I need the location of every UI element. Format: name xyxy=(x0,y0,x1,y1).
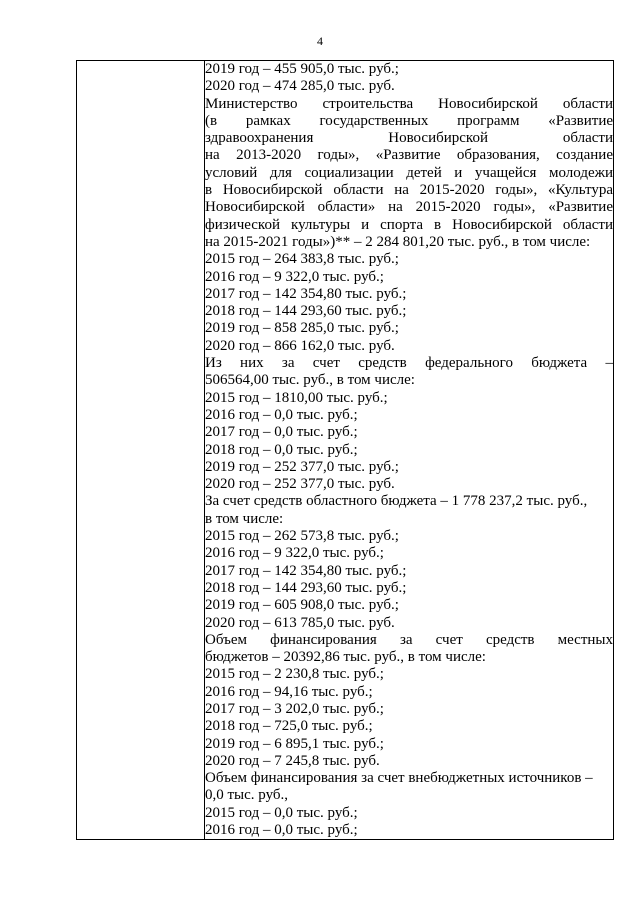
text-line: 2015 год – 264 383,8 тыс. руб.; xyxy=(205,251,399,268)
text-line: 2017 год – 0,0 тыс. руб.; xyxy=(205,424,358,441)
text-line: 2020 год – 252 377,0 тыс. руб. xyxy=(205,476,395,493)
text-line: 2016 год – 9 322,0 тыс. руб.; xyxy=(205,268,384,285)
text-line: 2018 год – 0,0 тыс. руб.; xyxy=(205,441,358,458)
text-line: 2015 год – 2 230,8 тыс. руб.; xyxy=(205,666,384,683)
text-line: 2016 год – 0,0 тыс. руб.; xyxy=(205,822,358,839)
text-line: 2017 год – 142 354,80 тыс. руб.; xyxy=(205,285,407,302)
table-cell-label xyxy=(77,61,205,840)
text-line: Объем финансирования за счет средств местных xyxy=(205,631,613,648)
text-line: Объем финансирования за счет внебюджетных источников – xyxy=(205,770,593,787)
text-line: 2020 год – 7 245,8 тыс. руб. xyxy=(205,752,380,769)
text-line: 2020 год – 474 285,0 тыс. руб. xyxy=(205,78,395,95)
text-line: 2019 год – 605 908,0 тыс. руб.; xyxy=(205,597,399,614)
text-line: 506564,00 тыс. руб., в том числе: xyxy=(205,372,415,389)
text-line: 2015 год – 262 573,8 тыс. руб.; xyxy=(205,528,399,545)
text-line: 2020 год – 613 785,0 тыс. руб. xyxy=(205,614,395,631)
text-line: 2017 год – 3 202,0 тыс. руб.; xyxy=(205,700,384,717)
text-line: 0,0 тыс. руб., xyxy=(205,787,289,804)
text-line: Министерство строительства Новосибирской области xyxy=(205,95,613,112)
text-line: 2018 год – 144 293,60 тыс. руб.; xyxy=(205,303,407,320)
text-line: 2015 год – 1810,00 тыс. руб.; xyxy=(205,389,388,406)
text-line: бюджетов – 20392,86 тыс. руб., в том числе: xyxy=(205,649,486,666)
text-line: 2018 год – 144 293,60 тыс. руб.; xyxy=(205,579,407,596)
text-line: За счет средств областного бюджета – 1 778 237,2 тыс. руб., xyxy=(205,493,588,510)
text-line: на 2013-2020 годы», «Развитие образования, создание xyxy=(205,147,613,164)
text-line: 2016 год – 94,16 тыс. руб.; xyxy=(205,683,373,700)
text-line: 2016 год – 9 322,0 тыс. руб.; xyxy=(205,545,384,562)
text-line: 2017 год – 142 354,80 тыс. руб.; xyxy=(205,562,407,579)
text-line: физической культуры и спорта в Новосибирской области xyxy=(205,216,613,233)
text-line: (в рамках государственных программ «Развитие xyxy=(205,112,613,129)
text-line: условий для социализации детей и учащейся молодежи xyxy=(205,164,613,181)
text-line: 2015 год – 0,0 тыс. руб.; xyxy=(205,804,358,821)
text-line: Новосибирской области» на 2015-2020 годы», «Развитие xyxy=(205,199,613,216)
text-line: 2016 год – 0,0 тыс. руб.; xyxy=(205,406,358,423)
text-line: 2019 год – 252 377,0 тыс. руб.; xyxy=(205,458,399,475)
table-cell-content xyxy=(205,61,614,840)
text-line: на 2015-2021 годы»)** – 2 284 801,20 тыс. руб., в том числе: xyxy=(205,233,591,250)
funding-table xyxy=(76,60,614,840)
table-row xyxy=(77,61,614,840)
text-line: Из них за счет средств федерального бюджета – xyxy=(205,355,613,372)
text-line: в Новосибирской области на 2015-2020 годы», «Культура xyxy=(205,182,613,199)
text-line: 2019 год – 6 895,1 тыс. руб.; xyxy=(205,735,384,752)
text-line: 2019 год – 858 285,0 тыс. руб.; xyxy=(205,320,399,337)
text-line: 2020 год – 866 162,0 тыс. руб. xyxy=(205,337,395,354)
text-line: здравоохранения Новосибирской области xyxy=(205,130,613,147)
text-line: 2019 год – 455 905,0 тыс. руб.; xyxy=(205,61,399,77)
text-line: 2018 год – 725,0 тыс. руб.; xyxy=(205,718,373,735)
text-line: в том числе: xyxy=(205,510,284,527)
page-number: 4 xyxy=(317,34,323,48)
